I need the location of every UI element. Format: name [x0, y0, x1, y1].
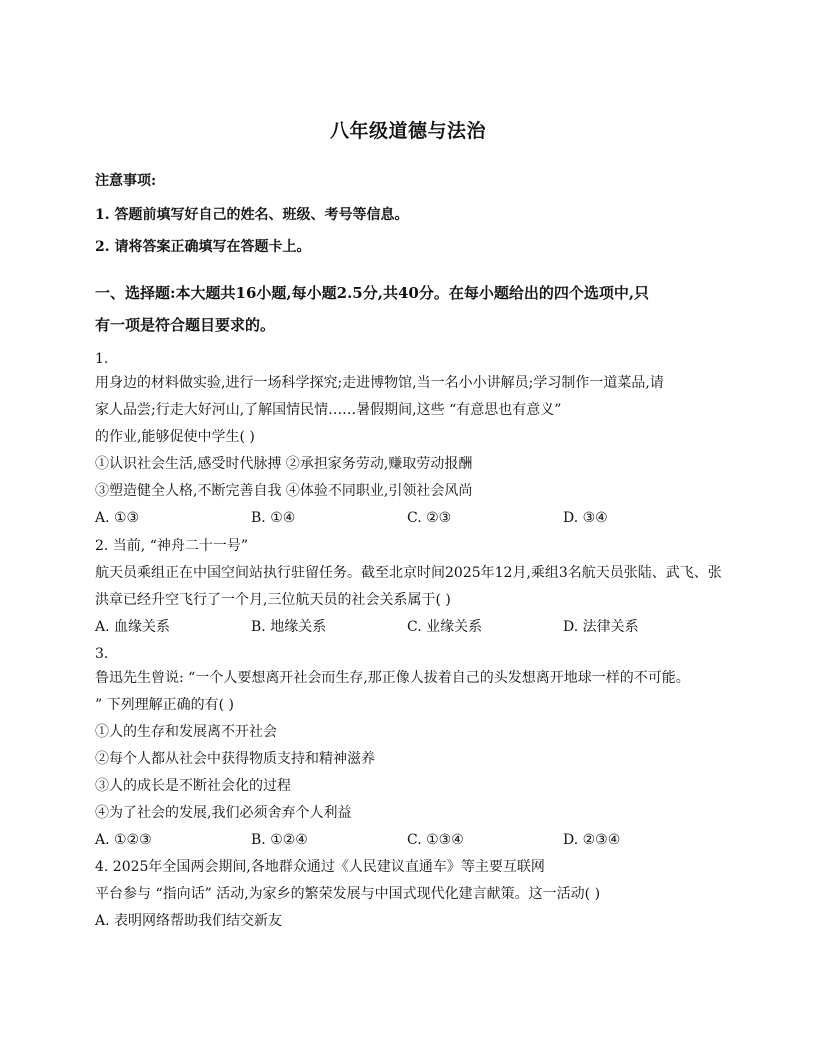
option-a: A. ①③	[95, 510, 140, 526]
question-text: ” 下列理解正确的有( )	[95, 697, 234, 713]
question-text: 航天员乘组正在中国空间站执行驻留任务。截至北京时间2025年12月,乘组3名航天员张陆、武飞、张	[95, 565, 722, 581]
option-d: D. 法律关系	[563, 619, 639, 635]
option-c: C. ②③	[407, 510, 452, 526]
question-statement: ③塑造健全人格,不断完善自我 ④体验不同职业,引领社会风尚	[95, 483, 473, 499]
question-number: 1.	[95, 351, 109, 367]
option-a: A. 血缘关系	[95, 619, 171, 635]
answer-options	[95, 509, 735, 527]
answer-options	[95, 618, 735, 636]
question-text: 4. 2025年全国两会期间,各地群众通过《人民建议直通车》等主要互联网	[95, 859, 545, 875]
option-c: C. 业缘关系	[407, 619, 483, 635]
option-b: B. 地缘关系	[251, 619, 327, 635]
question-statement: ③人的成长是不断社会化的过程	[95, 778, 291, 794]
option-c: C. ①③④	[407, 832, 464, 848]
question-statement: ②每个人都从社会中获得物质支持和精神滋养	[95, 751, 375, 767]
question-text: 的作业,能够促使中学生( )	[95, 429, 255, 445]
question-number: 3.	[95, 646, 109, 662]
option-a: A. ①②③	[95, 832, 152, 848]
page-title: 八年级道德与法治	[329, 120, 486, 142]
question-statement: ①认识社会生活,感受时代脉搏 ②承担家务劳动,赚取劳动报酬	[95, 456, 473, 472]
question-text: 2. 当前, “神舟二十一号”	[95, 538, 249, 554]
notice-item: 1. 答题前填写好自己的姓名、班级、考号等信息。	[95, 207, 409, 223]
question-text: 用身边的材料做实验,进行一场科学探究;走进博物馆,当一名小小讲解员;学习制作一道菜品,请	[95, 375, 664, 391]
notice-item: 2. 请将答案正确填写在答题卡上。	[95, 239, 311, 255]
notice-heading: 注意事项:	[95, 173, 157, 189]
question-text: 鲁迅先生曾说: “一个人要想离开社会而生存,那正像人拔着自己的头发想离开地球一样的不可能。	[95, 670, 690, 686]
question-statement: ①人的生存和发展离不开社会	[95, 724, 277, 740]
option-a: A. 表明网络帮助我们结交新友	[95, 913, 283, 929]
option-b: B. ①②④	[251, 832, 308, 848]
question-statement: ④为了社会的发展,我们必须舍弃个人利益	[95, 805, 352, 821]
section-heading-cont: 有一项是符合题目要求的。	[95, 316, 276, 334]
option-d: D. ③④	[563, 510, 608, 526]
option-b: B. ①④	[251, 510, 296, 526]
question-text: 洪章已经升空飞行了一个月,三位航天员的社会关系属于( )	[95, 592, 451, 608]
question-text: 家人品尝;行走大好河山,了解国情民情……暑假期间,这些 “有意思也有意义”	[95, 402, 562, 418]
section-heading: 一、选择题:本大题共16小题,每小题2.5分,共40分。在每小题给出的四个选项中,只	[95, 284, 650, 302]
question-text: 平台参与 “指向话” 活动,为家乡的繁荣发展与中国式现代化建言献策。这一活动( )	[95, 886, 601, 902]
option-d: D. ②③④	[563, 832, 621, 848]
answer-options	[95, 831, 735, 849]
